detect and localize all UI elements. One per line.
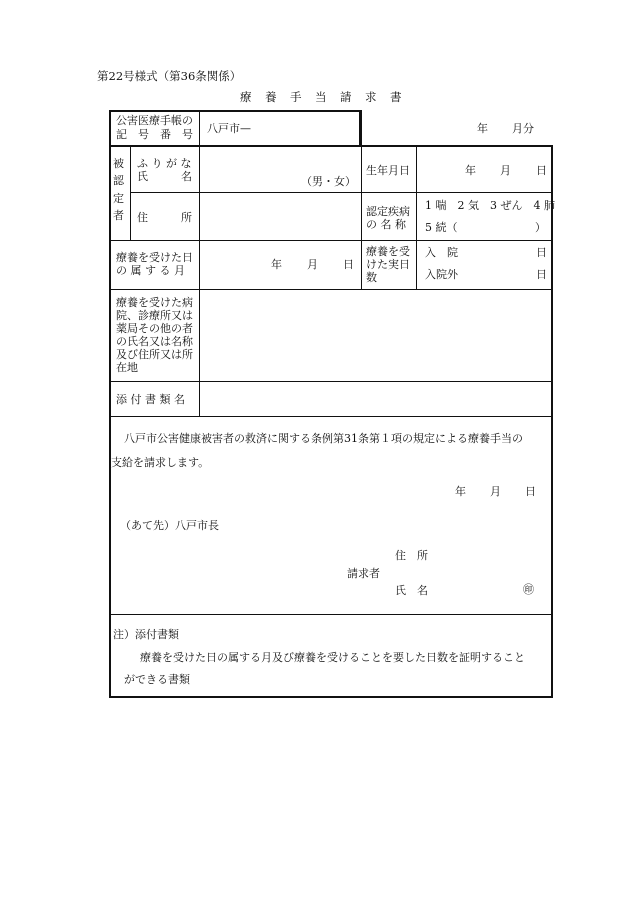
treat-month-label-2: の 属 す る 月: [116, 264, 185, 277]
gender-selector[interactable]: （男・女）: [301, 175, 356, 188]
disease-options-line-1[interactable]: 1 喘 2 気 3 ぜん 4 肺: [425, 199, 555, 212]
treat-days-label-1: 療養を受: [366, 245, 410, 258]
treat-month-label-1: 療養を受けた日: [116, 251, 193, 264]
treat-days-label-2: けた実日: [366, 258, 410, 271]
hospital-label-5: 及び住所又は所: [116, 348, 193, 361]
notebook-number-field[interactable]: 八戸市—: [207, 122, 251, 135]
hospital-label-3: 薬局その他の者: [116, 322, 193, 335]
applicant-address-label: 住 所: [395, 549, 428, 562]
insured-label-4: 者: [113, 209, 124, 222]
insured-label-1: 被: [113, 157, 124, 170]
hospital-label-2: 院、診療所又は: [116, 309, 193, 322]
treat-month-label: 月: [307, 258, 318, 271]
treat-year-label: 年: [271, 258, 282, 271]
addressee: （あて先）八戸市長: [120, 519, 219, 532]
year-label: 年: [477, 122, 488, 135]
birth-year-label: 年: [465, 164, 476, 177]
attachments-label: 添 付 書 類 名: [116, 393, 185, 406]
birth-month-label: 月: [500, 164, 511, 177]
statement-line-1: 八戸市公害健康被害者の救済に関する条例第31条第１項の規定による療養手当の: [124, 432, 523, 445]
month-portion-label: 月分: [512, 122, 534, 135]
disease-label-2: の 名 称: [366, 218, 406, 231]
note-line-2: ができる書類: [124, 673, 190, 686]
outpatient-day-unit: 日: [536, 268, 547, 281]
notebook-label-2: 記 号 番 号: [116, 128, 193, 141]
hospital-label-6: 在地: [116, 361, 138, 374]
request-year-label: 年: [455, 485, 466, 498]
insured-label-3: 定: [113, 192, 124, 205]
applicant-label: 請求者: [347, 567, 380, 580]
applicant-name-label: 氏 名: [395, 584, 428, 597]
hospital-label-1: 療養を受けた病: [116, 296, 193, 309]
outpatient-label: 入院外: [425, 268, 458, 281]
hospital-label-4: の氏名又は名称: [116, 335, 193, 348]
disease-label-1: 認定疾病: [366, 205, 410, 218]
form-title: 療 養 手 当 請 求 書: [240, 90, 403, 104]
furigana-label: ふ り が な: [137, 157, 192, 170]
address-label: 住 所: [137, 211, 192, 224]
note-title: 注）添付書類: [113, 628, 179, 641]
request-day-label: 日: [525, 485, 536, 498]
birthdate-label: 生年月日: [366, 164, 410, 177]
treat-days-label-3: 数: [366, 271, 377, 284]
inpatient-label: 入 院: [425, 246, 458, 259]
treat-day-label: 日: [343, 258, 354, 271]
statement-line-2: 支給を請求します。: [111, 456, 210, 469]
disease-options-line-2[interactable]: 5 続（: [425, 221, 458, 234]
request-month-label: 月: [490, 485, 501, 498]
note-line-1: 療養を受けた日の属する月及び療養を受けることを要した日数を証明すること: [140, 651, 525, 664]
inpatient-day-unit: 日: [536, 246, 547, 259]
notebook-label-1: 公害医療手帳の: [116, 114, 193, 127]
name-label: 氏 名: [137, 170, 192, 183]
disease-options-close: ）: [535, 221, 546, 234]
insured-label-2: 認: [113, 174, 124, 187]
form-number: 第22号様式（第36条関係）: [97, 69, 242, 83]
birth-day-label: 日: [536, 164, 547, 177]
seal-mark-icon: ㊞: [523, 583, 534, 596]
